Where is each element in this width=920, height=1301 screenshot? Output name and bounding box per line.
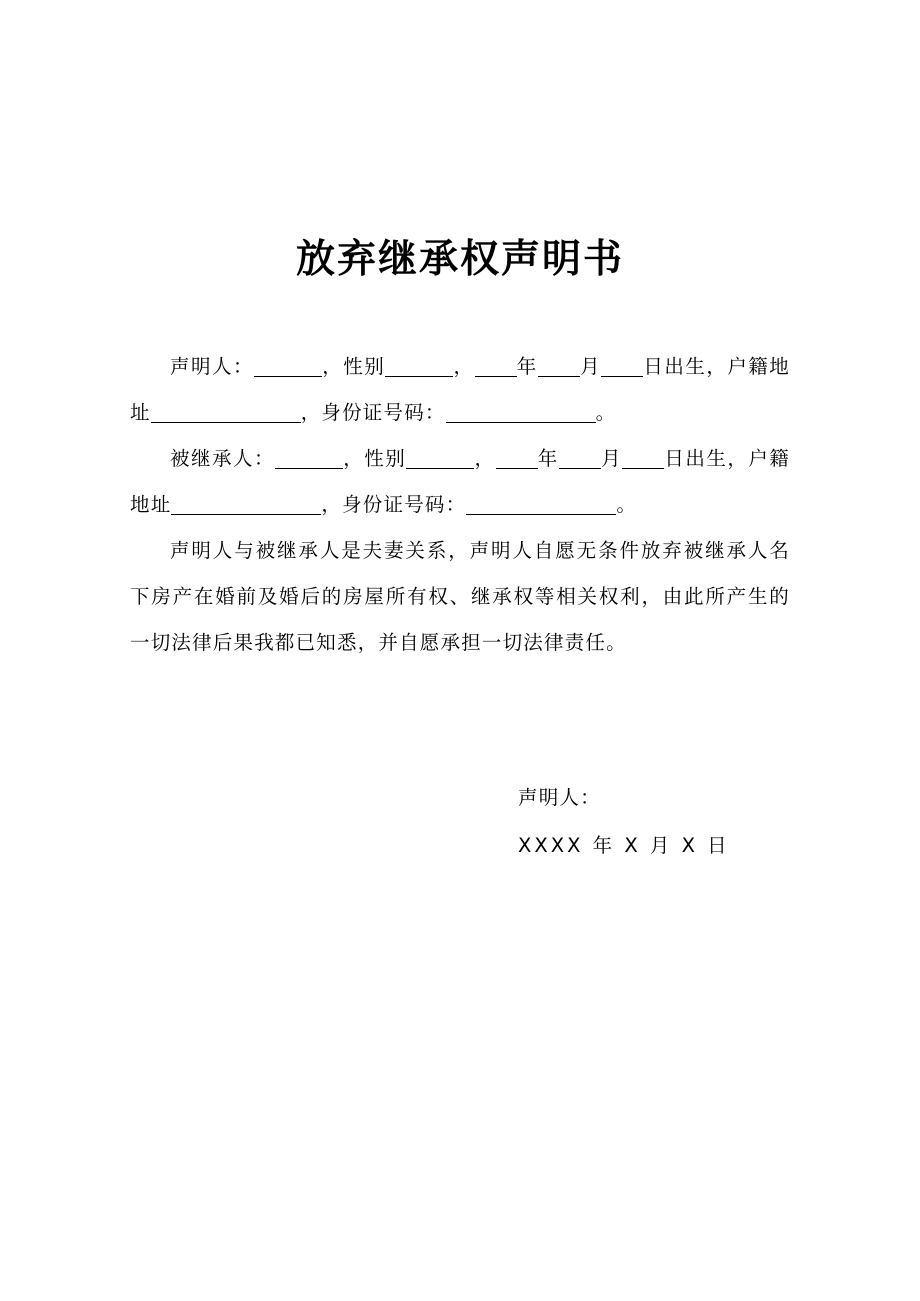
signature-label: 声明人： (518, 786, 601, 809)
document-body (130, 284, 790, 666)
heir-name-blank[interactable] (275, 451, 343, 469)
declarant-name-label: 声明人： (170, 355, 254, 378)
statement-paragraph: 声明人与被继承人是夫妻关系，声明人自愿无条件放弃被继承人名下房产在婚前及婚后的房屋所有权、继承权等相关权利，由此所产生的一切法律后果我都已知悉，并自愿承担一切法律责任。 (130, 539, 790, 654)
declarant-sep-3: ， (300, 401, 322, 424)
declarant-period: 。 (595, 401, 617, 424)
declarant-gender-blank[interactable] (385, 359, 453, 377)
heir-name-label: 被继承人： (170, 447, 275, 470)
heir-day-label: 日出生， (664, 447, 749, 470)
heir-id-label: 身份证号码： (342, 493, 467, 516)
heir-year-label: 年 (537, 447, 559, 470)
declarant-name-blank[interactable] (254, 359, 322, 377)
declarant-year-blank[interactable] (475, 359, 517, 377)
heir-sep-1: ， (342, 447, 365, 470)
declarant-sep-1: ， (321, 355, 344, 378)
signature-block (130, 666, 790, 870)
declarant-gender-label: 性别 (343, 355, 386, 378)
heir-period: 。 (616, 493, 638, 516)
heir-household-label: 户籍地址 (130, 447, 791, 516)
heir-gender-blank[interactable] (406, 451, 474, 469)
heir-month-blank[interactable] (559, 451, 601, 469)
declarant-year-label: 年 (516, 355, 538, 378)
heir-sep-2: ， (474, 447, 496, 470)
declarant-id-label: 身份证号码： (321, 401, 446, 424)
date-line: XXXX 年 X 月 X 日 (518, 834, 730, 857)
heir-household-blank[interactable] (171, 497, 321, 515)
declarant-day-blank[interactable] (601, 359, 643, 377)
heir-paragraph (130, 436, 790, 528)
heir-year-blank[interactable] (496, 451, 538, 469)
declarant-day-label: 日出生， (643, 355, 728, 378)
declarant-household-label: 户籍地址 (130, 355, 790, 424)
heir-id-blank[interactable] (466, 497, 616, 515)
declarant-id-blank[interactable] (446, 405, 596, 423)
page-title: 放弃继承权声明书 (295, 237, 624, 282)
heir-month-label: 月 (600, 447, 623, 470)
heir-day-blank[interactable] (622, 451, 664, 469)
heir-sep-3: ， (321, 493, 343, 516)
declarant-paragraph (130, 344, 790, 436)
heir-gender-label: 性别 (364, 447, 407, 470)
declarant-sep-2: ， (453, 355, 475, 378)
declarant-month-label: 月 (579, 355, 602, 378)
declarant-household-blank[interactable] (151, 405, 301, 423)
declarant-month-blank[interactable] (538, 359, 580, 377)
